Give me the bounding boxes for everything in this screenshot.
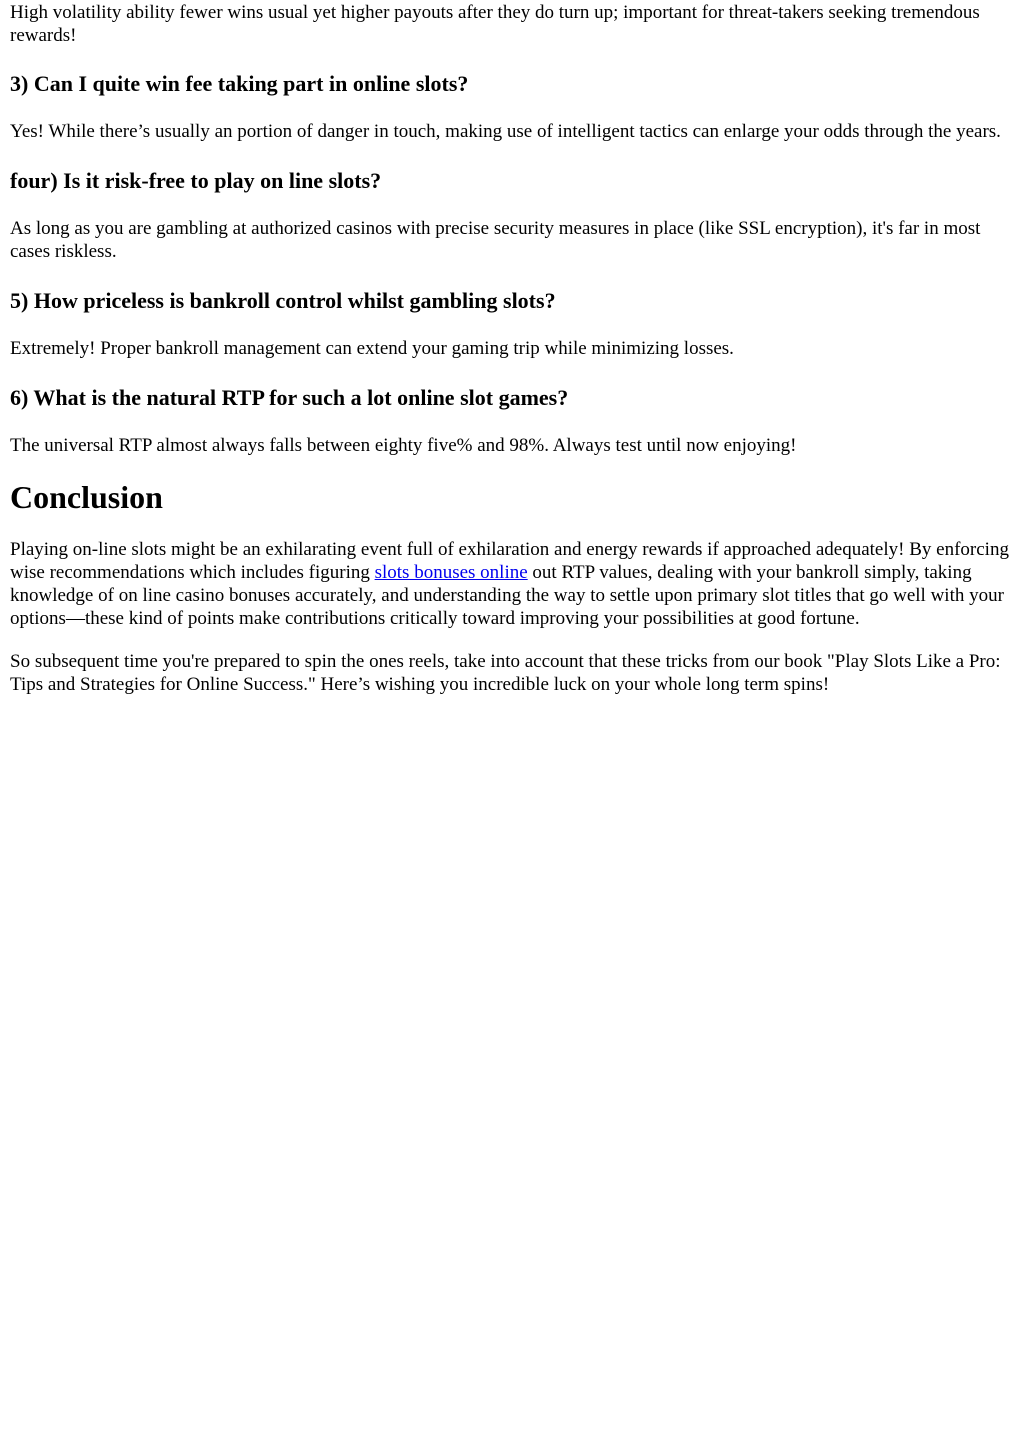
faq-answer-4: As long as you are gambling at authorized casinos with precise security measures in place (like SSL encryption), it's far in most cases riskless. (10, 218, 981, 262)
article-body (0, 1, 1024, 696)
slots-bonuses-link[interactable]: slots bonuses online (374, 562, 528, 583)
conclusion-heading: Conclusion (10, 479, 163, 515)
conclusion-text-after-link: out RTP values, dealing with your bankroll simply, taking knowledge of on line casino bonuses accurately, and understanding the way to settle upon primary slot titles that go well with your options—these kind of points make contributions critically toward improving your possibilities at good fortune. (10, 562, 1004, 629)
faq-answer-5: Extremely! Proper bankroll management can extend your gaming trip while minimizing losses. (10, 338, 734, 359)
conclusion-paragraph-2: So subsequent time you're prepared to spin the ones reels, take into account that these tricks from our book "Play Slots Like a Pro: Tips and Strategies for Online Success." Here’s wishing you incredible luck on your whole long term spins! (10, 651, 1001, 695)
faq-question-4: four) Is it risk-free to play on line slots? (10, 168, 382, 193)
faq-answer-3: Yes! While there’s usually an portion of danger in touch, making use of intelligent tactics can enlarge your odds through the years. (10, 121, 1001, 142)
faq-question-6: 6) What is the natural RTP for such a lot online slot games? (10, 385, 569, 410)
faq-question-5: 5) How priceless is bankroll control whilst gambling slots? (10, 288, 556, 313)
faq-question-3: 3) Can I quite win fee taking part in online slots? (10, 71, 469, 96)
faq-answer-6: The universal RTP almost always falls between eighty five% and 98%. Always test until now enjoying! (10, 435, 797, 456)
conclusion-paragraph-1 (10, 538, 1014, 630)
intro-paragraph: High volatility ability fewer wins usual yet higher payouts after they do turn up; important for threat-takers seeking tremendous rewards! (10, 2, 980, 46)
conclusion-text-before-link: Playing on-line slots might be an exhilarating event full of exhilaration and energy rewards if approached adequately! By enforcing wise recommendations which includes figuring (10, 539, 1009, 583)
